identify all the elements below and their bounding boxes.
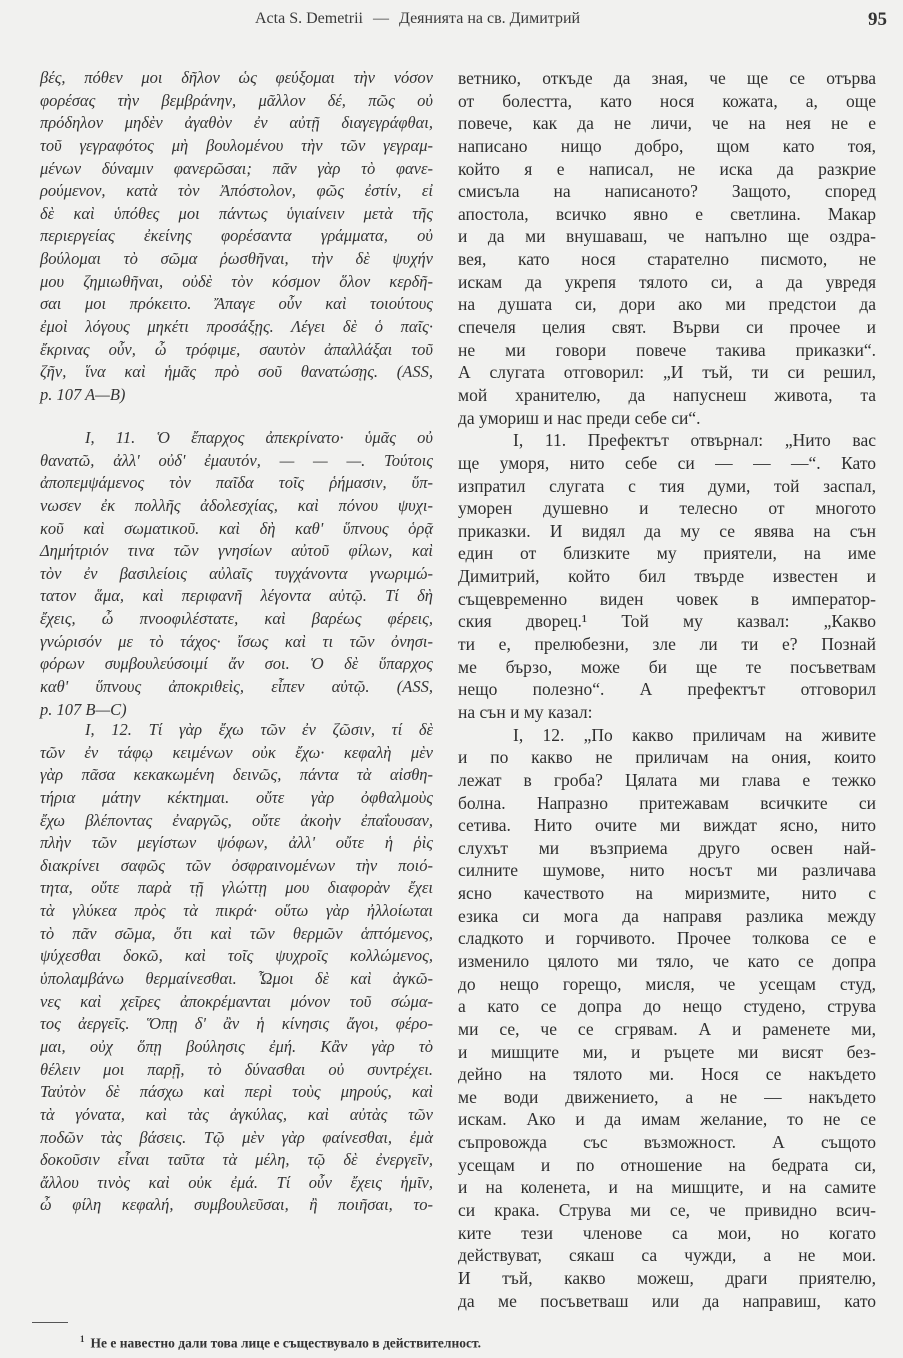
text-line: апостола, всичко явно е светлина. Макар (458, 203, 876, 224)
text-line: написано нищо добро, щом като тоя, (458, 135, 876, 156)
text-line: τὰ γόνατα, καὶ τὰς ἀγκύλας, καὶ αὐτὰς τῶν (40, 1104, 433, 1124)
text-line: δὲ καὶ ὑπόθες μοι πάντως ὑγιαίνειν μετὰ τῆς (40, 203, 433, 223)
text-line: δοκοῦσιν εἶναι ταῦτα τὰ μέλη, τῷ δὲ ἐνεργεῖν, (40, 1150, 433, 1170)
text-line: τὸν ἐν βασιλείοις αὐλαῖς τυγχάνοντα γνωριμώ- (40, 563, 433, 583)
bulgarian-paragraph-i-12 (458, 724, 876, 1313)
running-title (255, 10, 580, 28)
text-line: на душата си, дори ако ми предстои да (458, 294, 876, 315)
bulgarian-title: Деянията на св. Димитрий (398, 10, 581, 27)
text-line: един от близките му приятели, на име (458, 543, 876, 564)
text-line: τητα, οὔτε παρὰ τῇ γλώττῃ μου διαφορὰν ἔχει (40, 878, 433, 898)
text-line: искам. Ако и да имам желание, то не се (458, 1109, 876, 1130)
text-line: I, 12. „По какво приличам на живите (513, 724, 876, 745)
text-line: ския дворец.¹ Той му казвал: „Какво (458, 611, 876, 632)
text-line: Димитрий, който бил твърде известен и (458, 566, 876, 587)
text-line: ἀποπεμψάμενος τὸν παῖδα τοῖς ῥήμασιν, ὕπ- (40, 473, 433, 493)
text-line: ми се, че се сгрявам. А и раменете ми, (458, 1018, 876, 1039)
text-line: който я е написал, не иска да разкрие (458, 158, 876, 179)
text-line: на сън и му казал: (458, 701, 593, 722)
text-line: изменило цялото ми тяло, че като се допра (458, 950, 876, 971)
text-line: φόρων συμβουλεύσοιμί ἄν σοι. Ὁ δὲ ὕπαρχος (40, 654, 433, 674)
text-line: θανατῶ, ἀλλ' οὐδ' ἐμαυτόν, — — —. Τούτοις (40, 450, 433, 470)
text-line: изпратил слугата с тия думи, той заспал, (458, 475, 876, 496)
text-line: τοῦ γεγραφότος μὴ βουλομένου τὴν τῶν γεγραμ- (40, 135, 433, 155)
text-line: μου ζημιωθῆναι, οὐδὲ τὸν κόσμον ὅλον κερδῆ- (40, 271, 433, 291)
text-line: дейно на тялото ми. Нося се накъдето (458, 1064, 876, 1085)
text-line: φορέσας τὴν βεμβράνην, μᾶλλον δέ, πῶς οὐ (40, 90, 433, 110)
text-line: ψύχεσθαι δοκῶ, καὶ τοῖς ψυχροῖς κολλώμενος, (40, 946, 433, 966)
text-line: смисъла на написаното? Защото, според (458, 181, 876, 202)
text-line: ρούμενον, κατὰ τὸν Ἀπόστολον, φῶς ἐστίν, εἰ (40, 181, 433, 201)
bulgarian-paragraph-i-11 (458, 429, 876, 723)
text-line: до нещо горещо, мисля, че усещам студ, (458, 973, 876, 994)
text-line: p. 107 A—B) (40, 384, 126, 404)
page-number: 95 (868, 9, 887, 30)
latin-title: Acta S. Demetrii (255, 10, 363, 27)
text-line: да ме посъветваш или да направиш, като (458, 1290, 876, 1311)
text-line: същевременно виден човек в император- (458, 588, 876, 609)
text-line: не ми говори повече такива приказки“. (458, 339, 876, 360)
text-line: ἄλλου τινὸς καὶ οὐκ ἐμά. Τί οὖν ἔχεις ἡμῖν, (40, 1172, 433, 1192)
text-line: И тъй, какво можеш, драги приятелю, (458, 1267, 876, 1288)
text-line: слухът ми възприема друго освен най- (458, 837, 876, 858)
text-line: ветнико, откъде да зная, че ще се отърва (458, 68, 876, 88)
text-line: νωσεν ἐκ πολλῆς ἀδολεσχίας, καὶ πόνου ψυχι- (40, 495, 433, 515)
text-line: силните шумове, нито носът ми различава (458, 860, 876, 881)
text-line: ἔκρινας οὖν, ὦ τρόφιμε, σαυτὸν ἀπαλλάξαι τοῦ (40, 339, 433, 359)
text-line: γὰρ πᾶσα κεκακωμένη δεινῶς, πάντα τὰ αἰσθη- (40, 765, 433, 785)
footnote-divider (32, 1322, 68, 1323)
text-line: ὦ φίλη κεφαλή, συμβουλεῦσαι, ἢ ποιῆσαι, το- (40, 1195, 433, 1215)
text-line: I, 12. Τί γὰρ ἔχω τῶν ἐν ζῶσιν, τί δὲ (85, 720, 433, 739)
text-line: κοῦ καὶ σωματικοῦ. καὶ δὴ καθ' ὕπνους ὁρᾷ (40, 518, 433, 538)
running-header (0, 10, 903, 34)
text-line: θέλειν μοι παρῇ, τὸ δύνασθαι οὐ συντρέχει. (40, 1059, 433, 1079)
text-line: Δημήτριόν τινα τῶν γνησίων αὐτοῦ φίλων, καὶ (40, 541, 433, 561)
text-line: ме води движението, а не — накъдето (458, 1086, 876, 1107)
text-line: и на коленета, и на мишците, и на самите (458, 1177, 876, 1198)
text-line: I, 11. Ὁ ἔπαρχος ἀπεκρίνατο· ὑμᾶς οὐ (85, 428, 433, 447)
text-line: ποδῶν τὰς βάσεις. Τῷ μὲν γὰρ φαίνεσθαι, ἐμὰ (40, 1127, 433, 1147)
footnote-marker: 1 (80, 1334, 85, 1344)
text-line: лежат в гроба? Цялата ми глава е тежко (458, 769, 876, 790)
text-line: ти е, прелюбезни, зле ли ти е? Познай (458, 634, 876, 655)
text-line: τῶν ἐν τάφῳ κειμένων οὐκ ἔχω· κεφαλὴ μὲν (40, 742, 433, 762)
text-line: I, 11. Префектът отвърнал: „Нито вас (513, 430, 876, 451)
text-line: съпровожда със възможност. А същото (458, 1132, 876, 1153)
text-line: нещо полезно“. А префектът отговорил (458, 679, 876, 700)
text-line: βούλομαι τὸ σῶμα ῥωσθῆναι, τὴν δὲ ψυχήν (40, 249, 433, 269)
text-line: τος ἀεργεῖς. Ὅπῃ δ' ἂν ἡ κίνησις ἄγοι, φέρο- (40, 1014, 433, 1034)
text-line: p. 107 B—C) (40, 699, 127, 719)
greek-paragraph-1 (40, 67, 433, 407)
text-line: спечеля целия свят. Върви си прочее и (458, 317, 876, 338)
footnote-text: Не е навестно дали това лице е съществувало в действителност. (90, 1335, 481, 1351)
text-line: καθ' ὕπνους ἀποκριθεὶς, εἶπεν αὐτῷ. (ASS, (40, 677, 433, 697)
text-line: ще уморя, нито себе си — — —“. Като (458, 452, 876, 473)
text-line: νες καὶ χεῖρες ἀποκρέμανται μόνον τοῦ σώμα- (40, 991, 433, 1011)
text-line: πρόδηλον μηδὲν ἀγαθὸν ἐν αὐτῇ διαγεγράφθαι, (40, 113, 433, 133)
text-line: действуват, сякаш са чужди, а не мои. (458, 1245, 876, 1266)
text-line: ἔχεις, ὦ πνοοφιλέστατε, καὶ βαρέως φέρεις, (40, 609, 433, 629)
text-line: приказки. И видял да му се явява на сън (458, 520, 876, 541)
text-line: сетива. Нито очите ми виждат ясно, нито (458, 815, 876, 836)
text-line: ясно качеството на миризмите, нито с (458, 883, 876, 904)
text-line: болна. Напразно притежавам всичките си (458, 792, 876, 813)
text-line: τήρια μάτην κέκτημαι. οὔτε γὰρ ὀφθαλμοὺς (40, 787, 433, 807)
greek-paragraph-i-11 (40, 427, 433, 721)
text-line: сладкото и горчивото. Прочее толкова се е (458, 928, 876, 949)
text-line: Ταὐτὸν δὲ πάσχω καὶ περὶ τοὺς μηρούς, καὶ (40, 1082, 433, 1102)
text-line: ἐμοὶ λόγους μηκέτι προσάξῃς. Λέγει δὲ ὁ παῖς· (40, 317, 433, 337)
text-line: ме бързо, може би ще те посъветвам (458, 656, 876, 677)
footnote (80, 1334, 481, 1352)
text-line: повече, как да не личи, че на нея не е (458, 113, 876, 134)
text-line: да умориш и нас преди себе си“. (458, 407, 701, 428)
bulgarian-paragraph-1 (458, 67, 876, 429)
text-line: μαι, οὐχ ὅπῃ βούλησις ἐμή. Κἂν γὰρ τὸ (40, 1036, 433, 1056)
text-line: ките тези членове са мои, но когато (458, 1222, 876, 1243)
title-separator: — (372, 10, 389, 27)
text-line: ὑπολαμβάνω θερμαίνεσθαι. Ὦμοι δὲ καὶ ἀγκῶ- (40, 969, 433, 989)
text-line: σαι μοι πρόκειτο. Ἄπαγε οὖν καὶ τοιούτους (40, 294, 433, 314)
text-line: τατον ἅμα, καὶ περιφανῆ λέγοντα αὐτῷ. Τί δὴ (40, 586, 433, 606)
text-line: πλὴν τῶν μεγίστων ψόφων, ἀλλ' οὔτε ἡ ῥὶς (40, 833, 433, 853)
text-line: ἔχω βλέποντας ἐναργῶς, οὔτε ἀκοὴν ἐπαΐουσαν, (40, 810, 433, 830)
bulgarian-column (458, 67, 876, 1312)
text-line: искам да укрепя тялото си, а да увредя (458, 271, 876, 292)
text-line: езика си мога да направя разлика между (458, 905, 876, 926)
text-line: вея, като нося старателно писмото, не (458, 249, 876, 270)
text-line: τὸ πᾶν σῶμα, ὅτι καὶ τῶν θερμῶν ἁπτόμενος, (40, 923, 433, 943)
text-line: ζῆν, ἵνα καὶ ἡμᾶς πρὸ σοῦ θανατώσῃς. (ASS, (40, 362, 433, 382)
text-line: и по какво не приличам на ония, които (458, 747, 876, 768)
text-line: γνώρισόν με τὸ τάχος· ἴσως καὶ τι τῶν ὀνησι- (40, 631, 433, 651)
text-line: А слугата отговорил: „И тъй, ти си решил, (458, 362, 876, 383)
text-line: и мишците ми, и ръцете ми висят без- (458, 1041, 876, 1062)
text-line: уморен душевно и телесно от многото (458, 498, 876, 519)
text-line: и да ми внушаваш, че напълно ще оздра- (458, 226, 876, 247)
text-line: διακρίνει σαφῶς τῶν ὀσφραινομένων τὴν ποιό- (40, 855, 433, 875)
text-line: а като се допра до нещо студено, струва (458, 996, 876, 1017)
greek-paragraph-i-12 (40, 719, 433, 1217)
text-line: μένων δύναμιν φανερῶσαι; πᾶν γὰρ τὸ φανε- (40, 158, 433, 178)
text-line: βές, πόθεν μοι δῆλον ὡς φεύξομαι τὴν νόσον (40, 68, 433, 87)
text-line: περιεργείας ἐκείνης φορέσαντα γράμματα, οὐ (40, 226, 433, 246)
text-line: мой хранителю, да напуснеш живота, та (458, 384, 876, 405)
text-line: от болестта, като нося кожата, а, още (458, 90, 876, 111)
text-line: усещам и по отношение на бедрата си, (458, 1154, 876, 1175)
text-line: си крака. Струва ми се, че привидно всич- (458, 1200, 876, 1221)
text-line: τὰ γλύκεα πρὸς τὰ πικρά· οὕτω γὰρ ἠλλοίωται (40, 901, 433, 921)
